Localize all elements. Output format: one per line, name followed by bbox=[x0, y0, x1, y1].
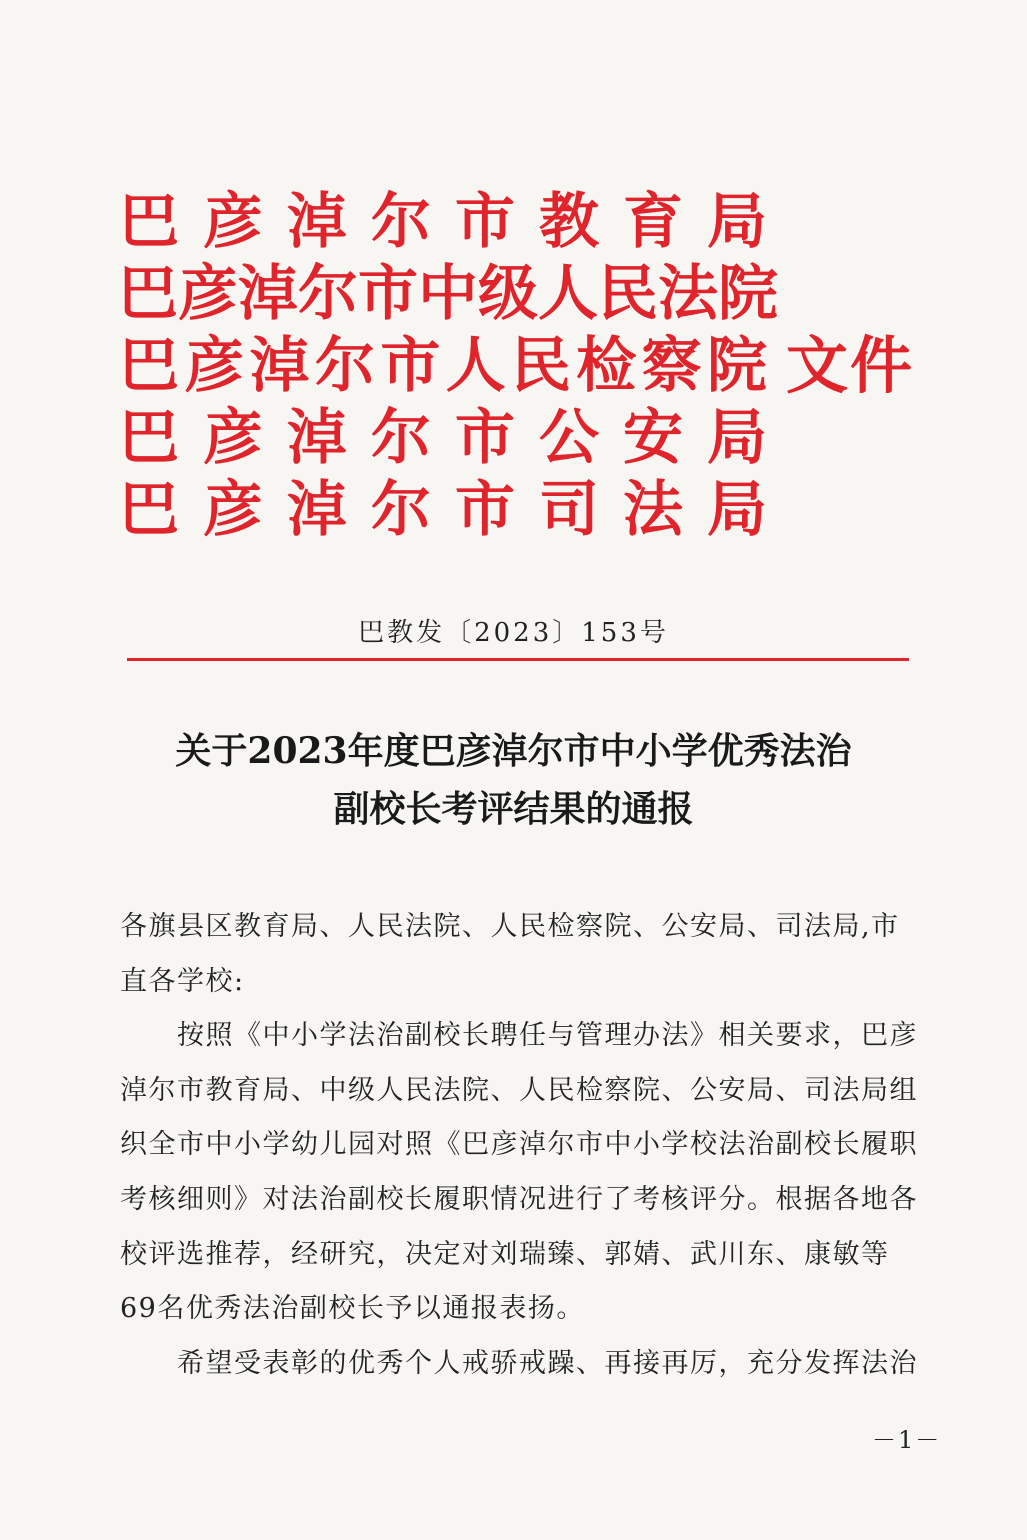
body-text-line: 直各学校: bbox=[120, 965, 245, 997]
body-text-line: 希望受表彰的优秀个人戒骄戒躁、再接再厉，充分发挥法治 bbox=[120, 1347, 918, 1379]
agency-name: 巴 彦 淖 尔 市 公 安 局 bbox=[119, 403, 767, 473]
body-text-line: 各旗县区教育局、人民法院、人民检察院、公安局、司法局,市 bbox=[120, 911, 900, 942]
red-separator-line bbox=[127, 658, 909, 661]
document-number: 巴教发〔2023〕153号 bbox=[358, 618, 669, 648]
agency-name: 巴 彦 淖 尔 市 人 民 检 察 院 bbox=[119, 331, 767, 401]
body-text-line: 按照《中小学法治副校长聘任与管理办法》相关要求，巴彦 bbox=[120, 1020, 918, 1052]
agency-name: 巴 彦 淖 尔 市 司 法 局 bbox=[119, 475, 767, 545]
body-text-line: 考核细则》对法治副校长履职情况进行了考核评分。根据各地各 bbox=[120, 1183, 918, 1215]
title-line-2: 副校长考评结果的通报 bbox=[333, 788, 694, 830]
body-text-line: 校评选推荐，经研究，决定对刘瑞臻、郭婧、武川东、康敏等 bbox=[120, 1238, 890, 1270]
issuing-agencies-header bbox=[118, 186, 938, 546]
title-line-1: 关于2023年度巴彦淖尔市中小学优秀法治 bbox=[175, 730, 852, 772]
agency-name: 巴 彦 淖 尔 市 教 育 局 bbox=[119, 187, 767, 257]
body-text-line: 淖尔市教育局、中级人民法院、人民检察院、公安局、司法局组 bbox=[120, 1074, 918, 1106]
body-text-line: 织全市中小学幼儿园对照《巴彦淖尔市中小学校法治副校长履职 bbox=[120, 1129, 918, 1161]
agency-list bbox=[118, 186, 778, 546]
agency-name: 巴 彦 淖 尔 市 中 级 人 民 法 院 bbox=[118, 259, 778, 329]
document-type-suffix: 文件 bbox=[786, 329, 915, 402]
body-text-line: 69名优秀法治副校长予以通报表扬。 bbox=[120, 1293, 585, 1325]
document-title bbox=[0, 722, 1027, 838]
page-number: －1－ bbox=[872, 1426, 942, 1454]
document-body bbox=[120, 900, 920, 1391]
